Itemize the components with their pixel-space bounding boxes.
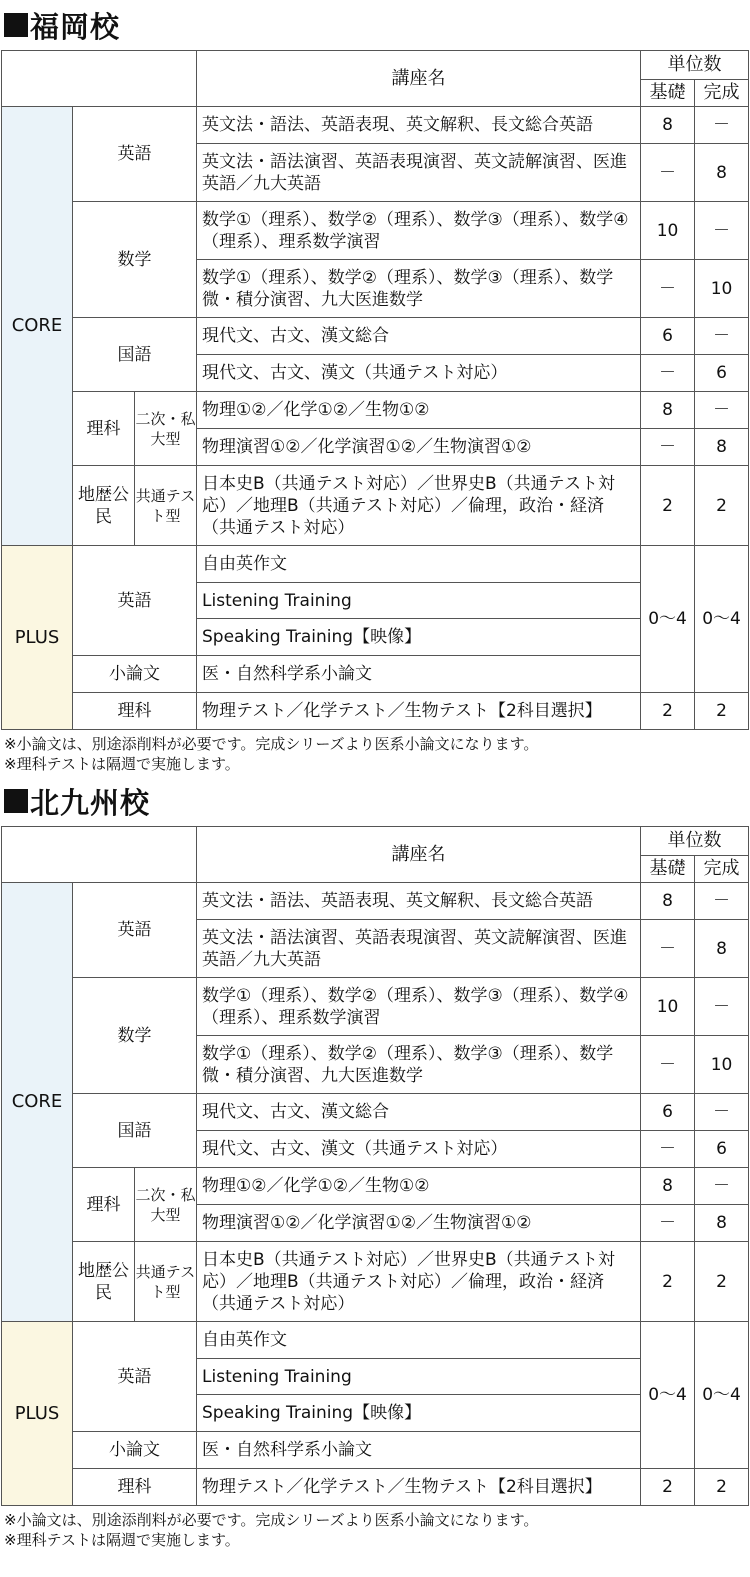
- units-basic: －: [641, 355, 695, 392]
- group-plus: PLUS: [2, 1322, 73, 1506]
- header-complete: 完成: [695, 80, 749, 107]
- header-course-name: 講座名: [197, 51, 641, 107]
- subject-english: 英語: [73, 546, 197, 656]
- course-cell: 物理①②／化学①②／生物①②: [197, 1168, 641, 1205]
- table-row: [2, 1168, 749, 1205]
- table-row: [2, 466, 749, 546]
- course-cell: 英文法・語法、英語表現、英文解釈、長文総合英語: [197, 107, 641, 144]
- footnote: ※小論文は、別途添削料が必要です。完成シリーズより医系小論文になります。: [4, 1511, 539, 1529]
- units-complete: －: [695, 978, 749, 1036]
- header-units: 単位数: [641, 827, 749, 856]
- header-blank: [2, 51, 197, 107]
- square-bullet-icon: [4, 789, 28, 813]
- footnote: ※理科テストは隔週で実施します。: [4, 1531, 240, 1549]
- units-basic: －: [641, 144, 695, 202]
- group-plus: PLUS: [2, 546, 73, 730]
- course-cell: 医・自然科学系小論文: [197, 1432, 641, 1469]
- table-row: [2, 1469, 749, 1506]
- units-basic: 10: [641, 978, 695, 1036]
- subject-math: 数学: [73, 202, 197, 318]
- units-basic: －: [641, 260, 695, 318]
- units-basic: 2: [641, 1469, 695, 1506]
- table-row: [2, 978, 749, 1036]
- header-basic: 基礎: [641, 80, 695, 107]
- campus-heading: [0, 776, 750, 826]
- course-cell: 現代文、古文、漢文（共通テスト対応）: [197, 355, 641, 392]
- subject-japanese: 国語: [73, 1094, 197, 1168]
- course-cell: 現代文、古文、漢文総合: [197, 318, 641, 355]
- course-cell: 物理演習①②／化学演習①②／生物演習①②: [197, 429, 641, 466]
- units-basic: －: [641, 429, 695, 466]
- subject-geo-history-type: 共通テスト型: [135, 1242, 197, 1322]
- course-cell: 物理①②／化学①②／生物①②: [197, 392, 641, 429]
- subject-english: 英語: [73, 107, 197, 202]
- units-basic: 2: [641, 693, 695, 730]
- units-basic: 10: [641, 202, 695, 260]
- subject-science-type: 二次・私大型: [135, 1168, 197, 1242]
- subject-science: 理科: [73, 392, 135, 466]
- units-basic: 8: [641, 392, 695, 429]
- units-complete: 2: [695, 1242, 749, 1322]
- units-basic: 6: [641, 1094, 695, 1131]
- subject-math: 数学: [73, 978, 197, 1094]
- table-row: [2, 546, 749, 583]
- campus-heading: [0, 0, 750, 50]
- subject-english: 英語: [73, 1322, 197, 1432]
- units-complete: 0～4: [695, 546, 749, 693]
- table-row: [2, 318, 749, 355]
- header-complete: 完成: [695, 856, 749, 883]
- footnotes: [0, 1506, 750, 1552]
- campus-title: 福岡校: [30, 9, 121, 44]
- course-cell: Speaking Training【映像】: [197, 619, 641, 656]
- table-row: [2, 1322, 749, 1359]
- footnote: ※小論文は、別途添削料が必要です。完成シリーズより医系小論文になります。: [4, 735, 539, 753]
- subject-science: 理科: [73, 1168, 135, 1242]
- units-basic: 0～4: [641, 546, 695, 693]
- table-row: [2, 202, 749, 260]
- square-bullet-icon: [4, 13, 28, 37]
- course-cell: 現代文、古文、漢文総合: [197, 1094, 641, 1131]
- units-basic: 6: [641, 318, 695, 355]
- course-cell: 数学①（理系）、数学②（理系）、数学③（理系）、数学④（理系）、理系数学演習: [197, 978, 641, 1036]
- course-cell: 医・自然科学系小論文: [197, 656, 641, 693]
- units-complete: 8: [695, 1205, 749, 1242]
- group-core: CORE: [2, 107, 73, 546]
- units-complete: －: [695, 107, 749, 144]
- units-basic: －: [641, 1036, 695, 1094]
- subject-science-type: 二次・私大型: [135, 392, 197, 466]
- units-basic: 8: [641, 1168, 695, 1205]
- subject-geo-history-type: 共通テスト型: [135, 466, 197, 546]
- subject-science: 理科: [73, 693, 197, 730]
- table-row: [2, 1094, 749, 1131]
- units-complete: 2: [695, 693, 749, 730]
- footnotes: [0, 730, 750, 776]
- subject-geo-history: 地歴公民: [73, 466, 135, 546]
- course-cell: 英文法・語法演習、英語表現演習、英文読解演習、医進英語／九大英語: [197, 920, 641, 978]
- course-cell: 数学①（理系）、数学②（理系）、数学③（理系）、数学④（理系）、理系数学演習: [197, 202, 641, 260]
- units-basic: 8: [641, 107, 695, 144]
- units-complete: 2: [695, 466, 749, 546]
- units-complete: －: [695, 202, 749, 260]
- course-cell: 英文法・語法演習、英語表現演習、英文読解演習、医進英語／九大英語: [197, 144, 641, 202]
- units-basic: －: [641, 1131, 695, 1168]
- course-cell: 自由英作文: [197, 1322, 641, 1359]
- table-row: [2, 1242, 749, 1322]
- subject-essay: 小論文: [73, 656, 197, 693]
- course-cell: 数学①（理系）、数学②（理系）、数学③（理系）、数学微・積分演習、九大医進数学: [197, 1036, 641, 1094]
- units-complete: 10: [695, 1036, 749, 1094]
- units-basic: 8: [641, 883, 695, 920]
- units-basic: 0～4: [641, 1322, 695, 1469]
- units-basic: 2: [641, 1242, 695, 1322]
- course-cell: Listening Training: [197, 583, 641, 619]
- units-complete: 8: [695, 920, 749, 978]
- subject-geo-history: 地歴公民: [73, 1242, 135, 1322]
- units-basic: 2: [641, 466, 695, 546]
- units-complete: －: [695, 1168, 749, 1205]
- header-row: [2, 827, 749, 856]
- course-cell: 日本史B（共通テスト対応）／世界史B（共通テスト対応）／地理B（共通テスト対応）／倫理，政治・経済（共通テスト対応）: [197, 466, 641, 546]
- units-complete: 2: [695, 1469, 749, 1506]
- table-row: [2, 883, 749, 920]
- table-row: [2, 1432, 749, 1469]
- header-row: [2, 51, 749, 80]
- units-complete: 10: [695, 260, 749, 318]
- header-basic: 基礎: [641, 856, 695, 883]
- footnote: ※理科テストは隔週で実施します。: [4, 755, 240, 773]
- course-cell: 日本史B（共通テスト対応）／世界史B（共通テスト対応）／地理B（共通テスト対応）／倫理，政治・経済（共通テスト対応）: [197, 1242, 641, 1322]
- table-row: [2, 107, 749, 144]
- table-row: [2, 693, 749, 730]
- units-complete: －: [695, 883, 749, 920]
- units-complete: －: [695, 1094, 749, 1131]
- course-cell: 自由英作文: [197, 546, 641, 583]
- units-basic: －: [641, 920, 695, 978]
- course-cell: 物理テスト／化学テスト／生物テスト【2科目選択】: [197, 1469, 641, 1506]
- header-blank: [2, 827, 197, 883]
- units-complete: 6: [695, 1131, 749, 1168]
- course-cell: Speaking Training【映像】: [197, 1395, 641, 1432]
- units-complete: 8: [695, 429, 749, 466]
- header-course-name: 講座名: [197, 827, 641, 883]
- group-core: CORE: [2, 883, 73, 1322]
- subject-essay: 小論文: [73, 1432, 197, 1469]
- course-cell: 英文法・語法、英語表現、英文解釈、長文総合英語: [197, 883, 641, 920]
- units-complete: －: [695, 392, 749, 429]
- course-table: [1, 826, 749, 1506]
- units-complete: 6: [695, 355, 749, 392]
- table-row: [2, 392, 749, 429]
- units-basic: －: [641, 1205, 695, 1242]
- campus-title: 北九州校: [30, 785, 151, 820]
- subject-japanese: 国語: [73, 318, 197, 392]
- units-complete: 0～4: [695, 1322, 749, 1469]
- course-cell: Listening Training: [197, 1359, 641, 1395]
- course-cell: 現代文、古文、漢文（共通テスト対応）: [197, 1131, 641, 1168]
- course-cell: 物理演習①②／化学演習①②／生物演習①②: [197, 1205, 641, 1242]
- subject-science: 理科: [73, 1469, 197, 1506]
- campus-section: [0, 776, 750, 1552]
- table-row: [2, 656, 749, 693]
- course-cell: 数学①（理系）、数学②（理系）、数学③（理系）、数学微・積分演習、九大医進数学: [197, 260, 641, 318]
- units-complete: －: [695, 318, 749, 355]
- units-complete: 8: [695, 144, 749, 202]
- subject-english: 英語: [73, 883, 197, 978]
- campus-section: [0, 0, 750, 776]
- header-units: 単位数: [641, 51, 749, 80]
- course-table: [1, 50, 749, 730]
- course-cell: 物理テスト／化学テスト／生物テスト【2科目選択】: [197, 693, 641, 730]
